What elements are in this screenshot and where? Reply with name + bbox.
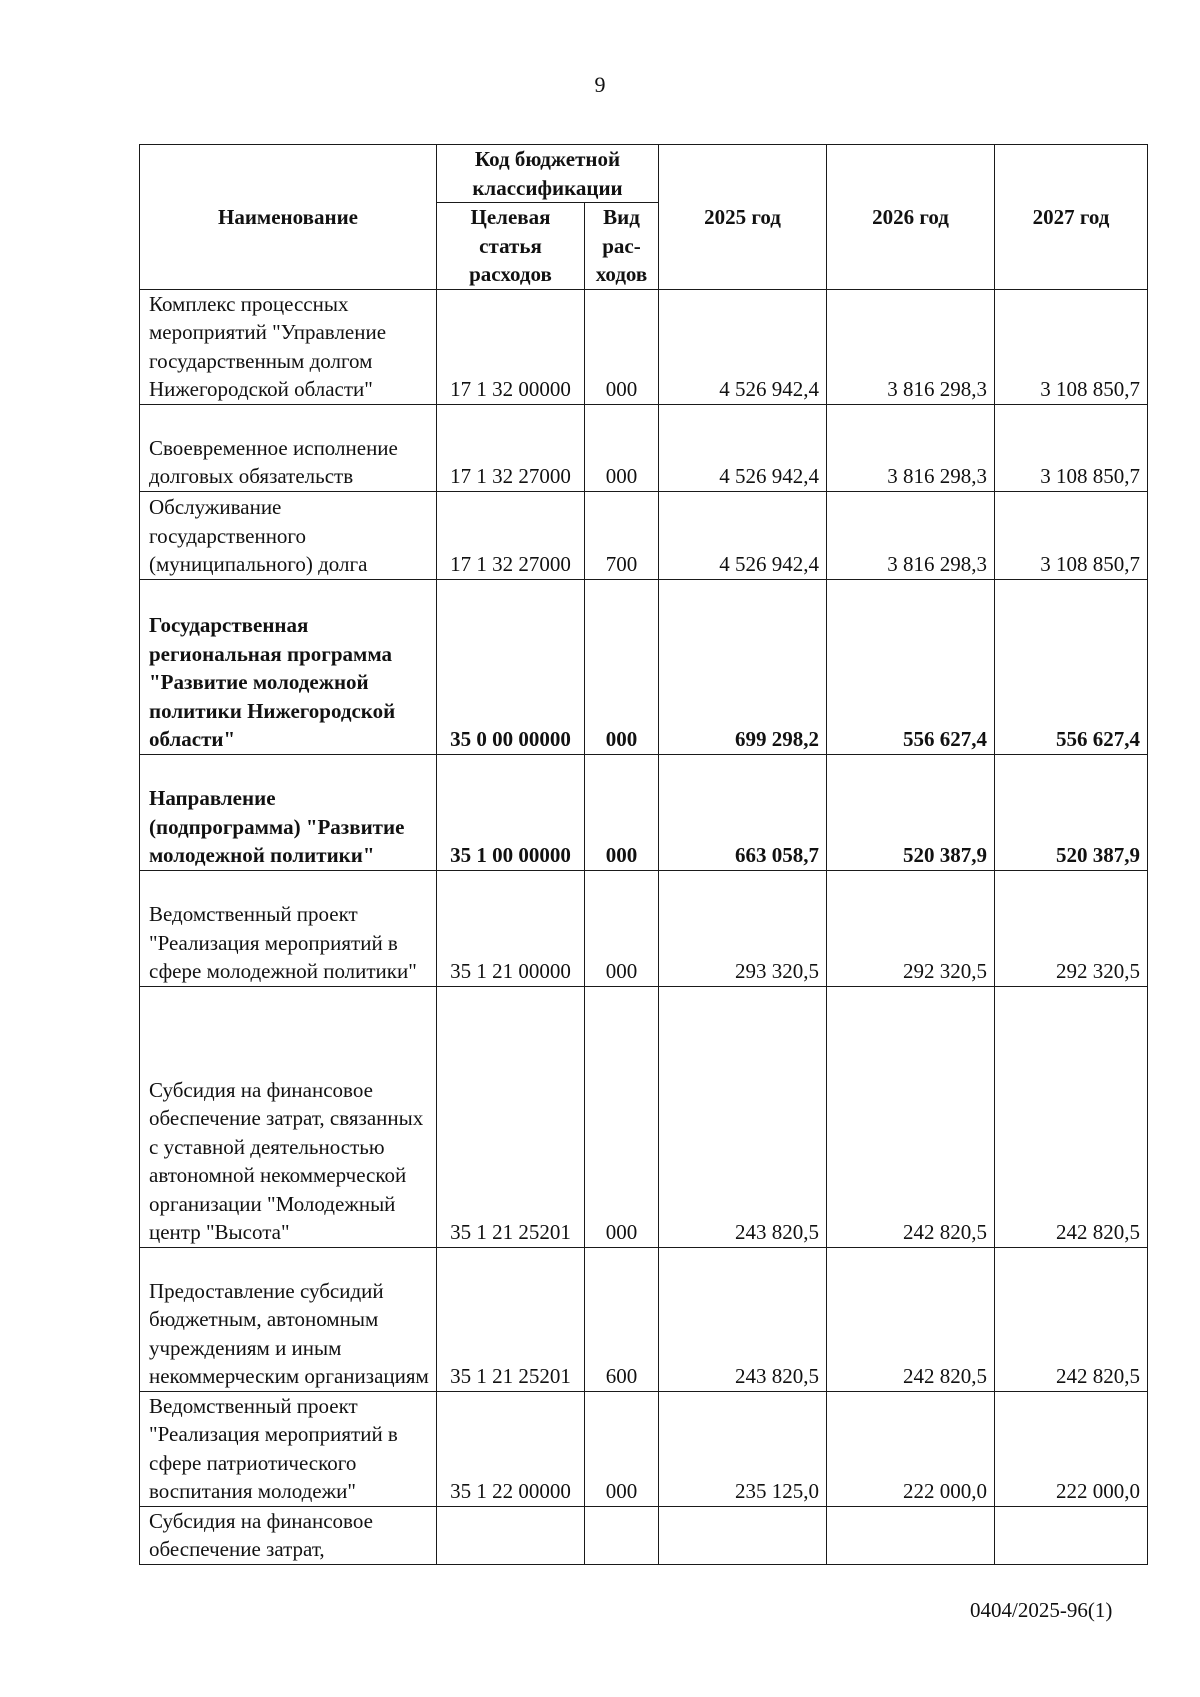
row-target-article: 35 1 22 00000 [437, 1391, 585, 1506]
row-target-article: 17 1 32 27000 [437, 404, 585, 491]
row-target-article [437, 1506, 585, 1564]
row-target-article: 17 1 32 00000 [437, 289, 585, 404]
row-name: Ведомственный проект "Реализация мероприятий в сфере патриотического воспитания молодежи" [140, 1391, 437, 1506]
header-2026: 2026 год [827, 145, 995, 290]
table-row [140, 986, 1148, 1247]
row-expense-type: 000 [585, 404, 659, 491]
row-2026: 222 000,0 [827, 1391, 995, 1506]
row-2027: 3 108 850,7 [995, 289, 1148, 404]
table-row [140, 1247, 1148, 1391]
row-2025: 293 320,5 [659, 870, 827, 986]
row-2026: 520 387,9 [827, 754, 995, 870]
row-2025 [659, 1506, 827, 1564]
table-row [140, 404, 1148, 491]
row-target-article: 35 1 21 25201 [437, 986, 585, 1247]
row-2027: 556 627,4 [995, 579, 1148, 754]
row-name: Комплекс процессных мероприятий "Управление государственным долгом Нижегородской области" [140, 289, 437, 404]
row-2027: 520 387,9 [995, 754, 1148, 870]
row-2027: 242 820,5 [995, 1247, 1148, 1391]
header-name: Наименование [140, 145, 437, 290]
header-2027: 2027 год [995, 145, 1148, 290]
row-expense-type: 000 [585, 986, 659, 1247]
table-row [140, 1506, 1148, 1564]
row-2025: 4 526 942,4 [659, 289, 827, 404]
table-row [140, 754, 1148, 870]
table-row [140, 870, 1148, 986]
page-number: 9 [594, 72, 606, 97]
budget-table [139, 144, 1148, 1565]
row-target-article: 35 1 21 25201 [437, 1247, 585, 1391]
row-name: Предоставление субсидий бюджетным, автономным учреждениям и иным некоммерческим организациям [140, 1247, 437, 1391]
header-expense-type: Вид рас- ходов [585, 203, 659, 290]
row-2025: 243 820,5 [659, 986, 827, 1247]
row-expense-type: 700 [585, 491, 659, 579]
row-expense-type: 000 [585, 870, 659, 986]
header-target-article: Целевая статья расходов [437, 203, 585, 290]
header-budget-code: Код бюджетной классификации [437, 145, 659, 203]
row-2025: 663 058,7 [659, 754, 827, 870]
row-2025: 4 526 942,4 [659, 404, 827, 491]
row-2027: 292 320,5 [995, 870, 1148, 986]
row-2026 [827, 1506, 995, 1564]
row-target-article: 35 0 00 00000 [437, 579, 585, 754]
row-2027: 242 820,5 [995, 986, 1148, 1247]
row-2025: 243 820,5 [659, 1247, 827, 1391]
row-2026: 556 627,4 [827, 579, 995, 754]
row-2027: 3 108 850,7 [995, 404, 1148, 491]
table-row [140, 1391, 1148, 1506]
row-2027: 3 108 850,7 [995, 491, 1148, 579]
row-2026: 3 816 298,3 [827, 491, 995, 579]
row-name: Ведомственный проект "Реализация мероприятий в сфере молодежной политики" [140, 870, 437, 986]
row-2026: 292 320,5 [827, 870, 995, 986]
row-name: Субсидия на финансовое обеспечение затрат, [140, 1506, 437, 1564]
row-expense-type [585, 1506, 659, 1564]
header-2025: 2025 год [659, 145, 827, 290]
row-2027 [995, 1506, 1148, 1564]
row-expense-type: 000 [585, 579, 659, 754]
table-body [140, 289, 1148, 1564]
row-target-article: 17 1 32 27000 [437, 491, 585, 579]
row-target-article: 35 1 21 00000 [437, 870, 585, 986]
document-code: 0404/2025-96(1) [970, 1598, 1113, 1622]
row-2026: 3 816 298,3 [827, 404, 995, 491]
row-expense-type: 000 [585, 1391, 659, 1506]
row-target-article: 35 1 00 00000 [437, 754, 585, 870]
table-row [140, 491, 1148, 579]
row-name: Обслуживание государственного (муниципального) долга [140, 491, 437, 579]
table-row [140, 289, 1148, 404]
row-name: Своевременное исполнение долговых обязательств [140, 404, 437, 491]
table-row [140, 579, 1148, 754]
row-name: Направление (подпрограмма) "Развитие молодежной политики" [140, 754, 437, 870]
row-2026: 242 820,5 [827, 1247, 995, 1391]
row-expense-type: 000 [585, 289, 659, 404]
row-name: Государственная региональная программа "Развитие молодежной политики Нижегородской области" [140, 579, 437, 754]
row-2027: 222 000,0 [995, 1391, 1148, 1506]
row-2026: 3 816 298,3 [827, 289, 995, 404]
row-2025: 4 526 942,4 [659, 491, 827, 579]
row-2026: 242 820,5 [827, 986, 995, 1247]
row-2025: 235 125,0 [659, 1391, 827, 1506]
row-name: Субсидия на финансовое обеспечение затрат, связанных с уставной деятельностью автономной некоммерческой организации "Молодежный центр "Высота" [140, 986, 437, 1247]
row-expense-type: 600 [585, 1247, 659, 1391]
row-2025: 699 298,2 [659, 579, 827, 754]
row-expense-type: 000 [585, 754, 659, 870]
